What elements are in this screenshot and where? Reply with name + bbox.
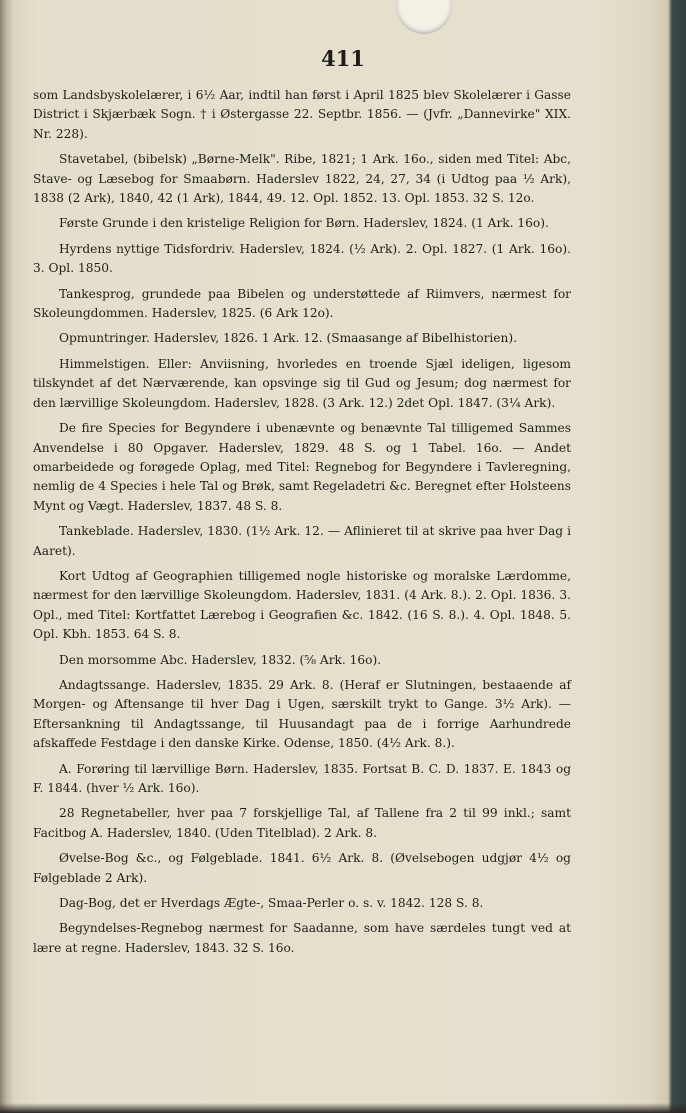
entry-foraering: A. Forøring til lærvillige Børn. Haderslev, 1835. Fortsat B. C. D. 1837. E. 1843 og F. 1844. (hver ½ Ark. 16o). (33, 761, 571, 795)
entry-andagtssange: Andagtssange. Haderslev, 1835. 29 Ark. 8. (Heraf er Slutningen, bestaaende af Morgen- og Aftensange til hver Dag i Ugen, særskilt trykt to Gange. 3½ Ark). — Eftersankning til Andagtssange, til Huusandagt paa de i forrige Aarhundrede afskaffede Festdage i den danske Kirke. Odense, 1850. (4½ Ark. 8.). (33, 677, 571, 751)
entry-kort-udtog: Kort Udtog af Geographien tilligemed nogle historiske og moralske Lærdomme, nærmest for den lærvillige Skoleungdom. Haderslev, 1831. (4 Ark. 8.). 2. Opl. 1836. 3. Opl., med Titel: Kortfattet Lærebog i Geografien &c. 1842. (16 S. 8.). 4. Opl. 1848. 5. Opl. Kbh. 1853. 64 S. 8. (33, 568, 571, 642)
entry-stavetabel: Stavetabel, (bibelsk) „Børne-Melk". Ribe, 1821; 1 Ark. 16o., siden med Titel: Abc, Stave- og Læsebog for Smaabørn. Haderslev 1822, 24, 27, 34 (i Udtog paa ½ Ark), 1838 (2 Ark), 1840, 42 (1 Ark), 1844, 49. 12. Opl. 1852. 13. Opl. 1853. 32 S. 12o. (33, 152, 571, 206)
body-text (33, 86, 571, 964)
entry-foerste-grunde: Første Grunde i den kristelige Religion for Børn. Haderslev, 1824. (1 Ark. 16o). (59, 216, 549, 231)
entry-regnetabeller: 28 Regnetabeller, hver paa 7 forskjellige Tal, af Tallene fra 2 til 99 inkl.; samt Facitbog A. Haderslev, 1840. (Uden Titelblad). 2 Ark. 8. (33, 806, 571, 840)
entry-begyndelses-regnebog: Begyndelses-Regnebog nærmest for Saadanne, som have særdeles tungt ved at lære at regne. Haderslev, 1843. 32 S. 16o. (33, 921, 571, 955)
entry-morsomme-abc: Den morsomme Abc. Haderslev, 1832. (⅝ Ark. 16o). (59, 652, 382, 667)
entry-himmelstigen: Himmelstigen. Eller: Anviisning, hvorledes en troende Sjæl ideligen, ligesom tilskyndet af det Nærværende, kan opsvinge sig til Gud og Jesum; dog nærmest for den lærvillige Skoleungdom. Haderslev, 1828. (3 Ark. 12.) 2det Opl. 1847. (3¼ Ark). (33, 356, 571, 410)
entry-tankeblade: Tankeblade. Haderslev, 1830. (1½ Ark. 12. — Aflinieret til at skrive paa hver Dag i Aaret). (33, 524, 571, 558)
entry-oevelse-bog: Øvelse-Bog &c., og Følgeblade. 1841. 6½ Ark. 8. (Øvelsebogen udgjør 4½ og Følgeblade 2 Ark). (33, 851, 571, 885)
binding-ring-hole (396, 0, 452, 34)
entry-dag-bog: Dag-Bog, det er Hverdags Ægte-, Smaa-Perler o. s. v. 1842. 128 S. 8. (59, 896, 484, 911)
entry-fire-species: De fire Species for Begyndere i ubenævnte og benævnte Tal tilligemed Sammes Anvendelse i 80 Opgaver. Haderslev, 1829. 48 S. og 1 Tabel. 16o. — Andet omarbeidede og forøgede Oplag, med Titel: Regnebog for Begyndere i Tavleregning, nemlig de 4 Species i hele Tal og Brøk, samt Regeladetri &c. Beregnet efter Holsteens Mynt og Vægt. Haderslev, 1837. 48 S. 8. (33, 421, 571, 513)
page-bottom-edge (0, 1103, 686, 1113)
paragraph-continuation: som Landsbyskolelærer, i 6½ Aar, indtil han først i April 1825 blev Skolelærer i Gasse District i Skjærbæk Sogn. † i Østergasse 22. Septbr. 1856. — (Jvfr. „Dannevirke" XIX. Nr. 228). (33, 88, 571, 141)
entry-tankesprog: Tankesprog, grundede paa Bibelen og understøttede af Riimvers, nærmest for Skoleungdommen. Haderslev, 1825. (6 Ark 12o). (33, 286, 571, 321)
page-number: 411 (321, 46, 365, 71)
entry-opmuntringer: Opmuntringer. Haderslev, 1826. 1 Ark. 12. (Smaasange af Bibelhistorien). (59, 331, 517, 346)
entry-hyrdens-tidsfordriv: Hyrdens nyttige Tidsfordriv. Haderslev, 1824. (½ Ark). 2. Opl. 1827. (1 Ark. 16o). 3. Opl. 1850. (33, 241, 571, 276)
